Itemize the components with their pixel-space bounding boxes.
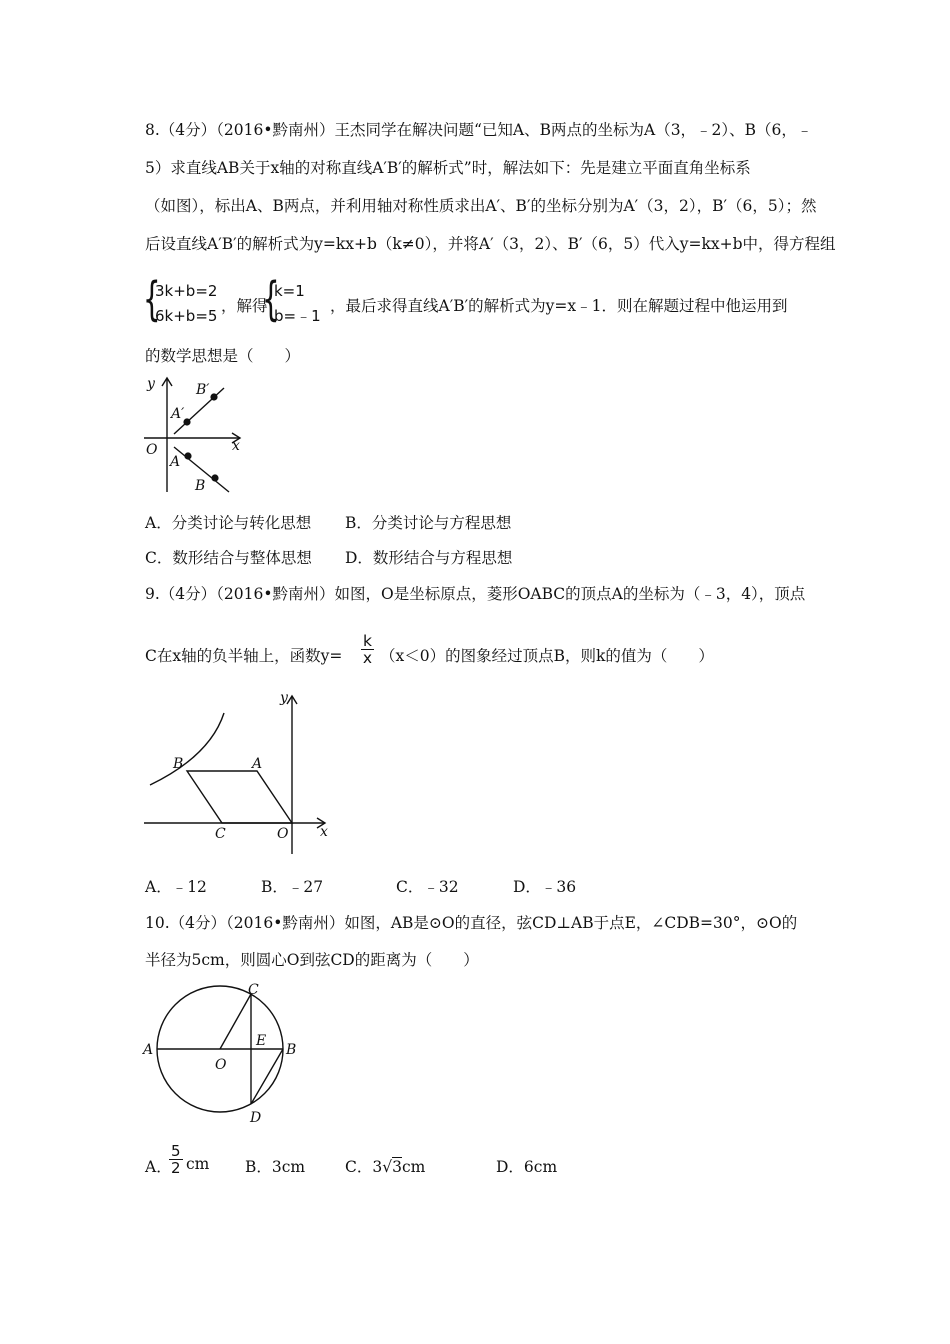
q10-segment-db	[251, 1049, 283, 1104]
q8-label-a: A	[170, 454, 181, 470]
q10-label-c: C	[248, 982, 259, 998]
q8-system-1-bottom: 6k+b=5	[155, 307, 218, 325]
q8-option-d[interactable]: D．数形结合与方程思想	[345, 549, 513, 567]
q10-sqrt-sign: √	[382, 1158, 393, 1176]
q8-system-1-top: 3k+b=2	[155, 282, 218, 300]
q10-label-e: E	[256, 1033, 267, 1049]
q10-option-d[interactable]: D．6cm	[496, 1158, 558, 1176]
q8-text-line-4: 后设直线A′B′的解析式为y=kx+b（k≠0），并将A′（3，2）、B′（6，5）代入y=kx+b中，得方程组	[145, 235, 836, 253]
q8-system-1-brace: {	[143, 272, 161, 326]
q8-option-c[interactable]: C．数形结合与整体思想	[145, 549, 312, 567]
q10-option-a-fraction	[169, 1143, 183, 1177]
q8-text-line-2: 5）求直线AB关于x轴的对称直线A′B′的解析式”时，解法如下：先是建立平面直角坐标系	[145, 159, 751, 177]
q8-figure	[140, 372, 250, 497]
q9-option-b[interactable]: B．﹣27	[261, 878, 324, 896]
q10-text-line-2: 半径为5cm，则圆心O到弦CD的距离为（ ）	[145, 951, 479, 969]
q10-label-a: A	[143, 1042, 154, 1058]
q8-point-a-prime	[183, 418, 190, 425]
q10-option-c-prefix: C．3	[345, 1158, 383, 1176]
q8-mid-text: ，解得	[221, 297, 268, 315]
q8-label-y: y	[147, 376, 155, 392]
q8-label-b-prime: B′	[196, 382, 210, 398]
q9-text-line-1: 9.（4分）（2016•黔南州）如图，O是坐标原点，菱形OABC的顶点A的坐标为（﹣3，4），顶点	[145, 585, 806, 603]
q10-label-b: B	[286, 1042, 297, 1058]
q10-option-a-unit: cm	[186, 1155, 210, 1173]
q10-label-d: D	[250, 1110, 262, 1126]
q10-text-line-1: 10.（4分）（2016•黔南州）如图，AB是⊙O的直径，弦CD⊥AB于点E，∠CDB=30°，⊙O的	[145, 914, 798, 932]
q10-option-b[interactable]: B．3cm	[245, 1158, 306, 1176]
q10-option-a-numerator: 5	[171, 1142, 181, 1160]
q9-label-a: A	[252, 756, 263, 772]
q9-fraction-k-over-x	[361, 633, 374, 667]
q8-system-2-brace: {	[262, 272, 280, 326]
q8-text-line-3: （如图），标出A、B两点，并利用轴对称性质求出A′、B′的坐标分别为A′（3，2），B′（6，5）；然	[145, 197, 817, 215]
q9-option-a[interactable]: A．﹣12	[145, 878, 207, 896]
q8-point-b	[211, 474, 218, 481]
q10-option-a[interactable]	[145, 1155, 172, 1177]
q10-segment-oc	[220, 994, 251, 1049]
q8-label-a-prime: A′	[171, 406, 185, 422]
q9-text-line-2-pre: C在x轴的负半轴上，函数y=	[145, 647, 343, 665]
q8-equation-system-2	[274, 279, 321, 329]
q8-equation-system-1	[155, 279, 217, 329]
q8-label-x: x	[232, 438, 240, 454]
q8-label-o: O	[146, 442, 158, 458]
q9-figure	[140, 688, 335, 858]
q8-option-b[interactable]: B．分类讨论与方程思想	[345, 514, 512, 532]
q9-fraction-denominator: x	[362, 649, 373, 667]
q10-option-c-unit: cm	[402, 1158, 426, 1176]
q9-fraction-numerator: k	[363, 632, 372, 650]
q8-point-a	[184, 452, 191, 459]
q9-option-d[interactable]: D．﹣36	[513, 878, 577, 896]
q10-option-c[interactable]	[345, 1155, 425, 1177]
q8-system-2-bottom: b=﹣1	[274, 307, 321, 325]
q10-option-c-radicand: 3	[392, 1158, 402, 1176]
q8-point-b-prime	[210, 393, 217, 400]
q9-hyperbola-curve	[150, 713, 224, 785]
q10-option-a-prefix: A．	[145, 1158, 172, 1176]
q9-text-line-2-post: （x＜0）的图象经过顶点B，则k的值为（ ）	[380, 647, 714, 665]
q9-label-y: y	[280, 690, 288, 706]
q9-label-o: O	[277, 826, 289, 842]
q8-system-2-top: k=1	[274, 282, 305, 300]
q8-after-text: ，最后求得直线A′B′的解析式为y=x﹣1．则在解题过程中他运用到	[330, 297, 788, 315]
q9-label-c: C	[215, 826, 226, 842]
q9-label-b: B	[173, 756, 184, 772]
q9-option-c[interactable]: C．﹣32	[396, 878, 459, 896]
q8-label-b: B	[195, 478, 206, 494]
q8-text-line-6: 的数学思想是（ ）	[145, 347, 301, 365]
q8-text-line-1: 8.（4分）（2016•黔南州）王杰同学在解决问题“已知A、B两点的坐标为A（3，﹣2）、B（6，﹣	[145, 121, 813, 139]
q10-label-o: O	[215, 1057, 227, 1073]
q9-rhombus-oabc	[187, 771, 292, 823]
q8-option-a[interactable]: A．分类讨论与转化思想	[145, 514, 312, 532]
q10-option-a-denominator: 2	[171, 1159, 181, 1177]
q10-figure	[140, 978, 310, 1128]
q9-label-x: x	[320, 824, 328, 840]
